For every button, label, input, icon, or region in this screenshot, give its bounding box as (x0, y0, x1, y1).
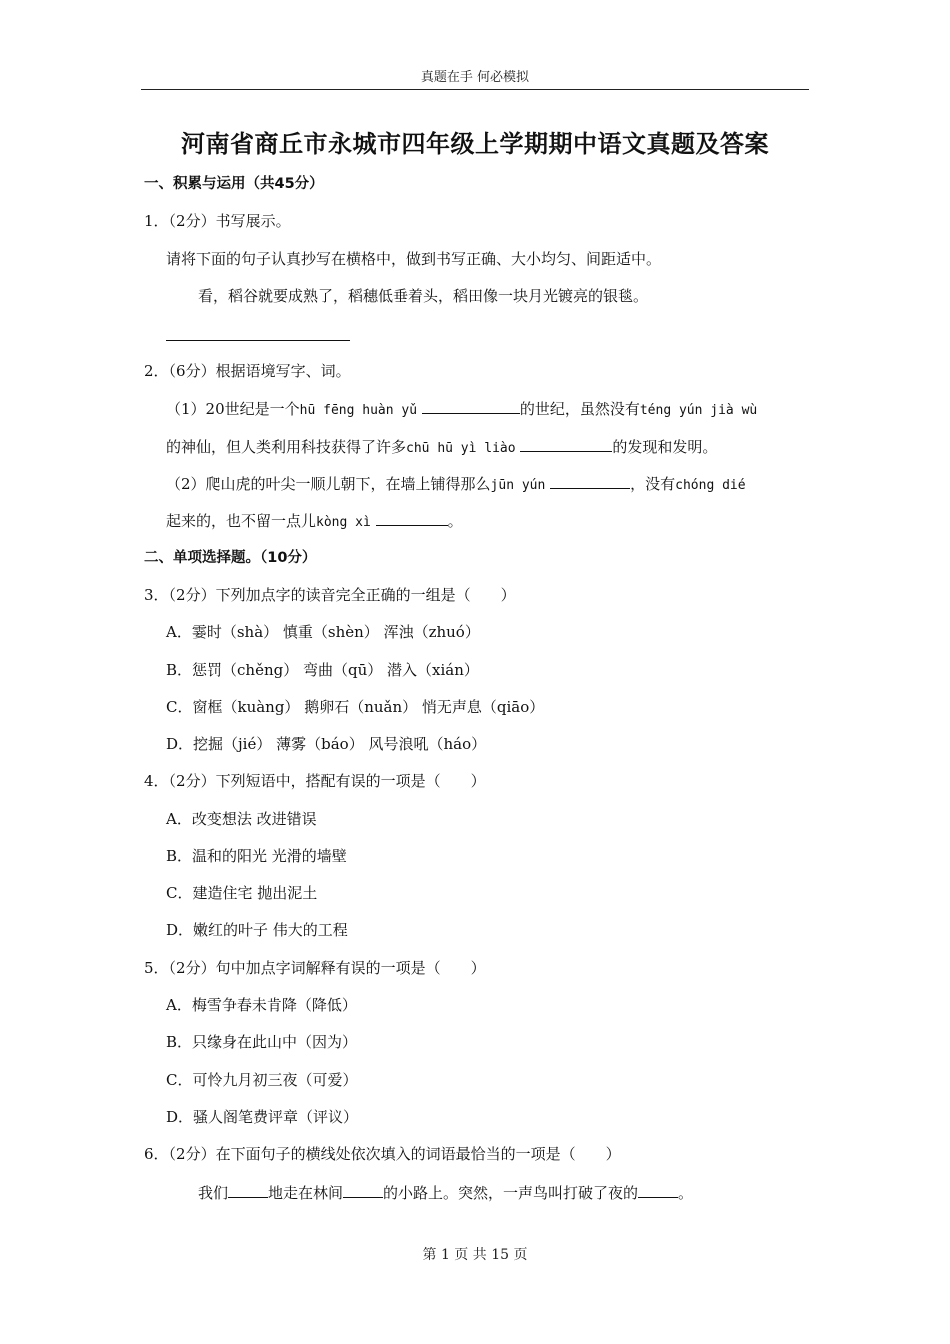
question-2-part-2-line-2 (166, 510, 463, 533)
page-header: 真题在手 何必模拟 (420, 70, 530, 85)
question-2-part-1-line-2 (166, 436, 717, 459)
question-3-stem: 3．（2分）下列加点字的读音完全正确的一组是（ ） (144, 586, 516, 604)
pinyin: jūn yún (490, 478, 546, 493)
question-3-option-a[interactable]: A．霎时（shà） 慎重（shèn） 浑浊（zhuó） (166, 623, 480, 641)
question-6-stem: 6．（2分）在下面句子的横线处依次填入的词语最恰当的一项是（ ） (144, 1145, 621, 1163)
fill-blank[interactable] (638, 1182, 678, 1198)
fill-blank[interactable] (520, 436, 612, 452)
question-2-stem: 2．（6分）根据语境写字、词。 (144, 362, 351, 380)
question-5-option-d[interactable]: D．骚人阁笔费评章（评议） (166, 1108, 359, 1126)
text-segment: ，没有 (630, 475, 676, 493)
text-segment: 的世纪，虽然没有 (519, 400, 640, 418)
text-segment: （2）爬山虎的叶尖一顺儿朝下，在墙上铺得那么 (166, 475, 491, 493)
page-footer: 第 1 页 共 15 页 (422, 1247, 528, 1263)
pinyin: téng yún jià wù (639, 403, 758, 418)
question-2-part-2-line-1 (166, 473, 746, 496)
question-1-instruction: 请将下面的句子认真抄写在横格中，做到书写正确、大小均匀、间距适中。 (166, 250, 662, 268)
text-segment: 的小路上。突然，一声鸟叫打破了夜的 (383, 1184, 639, 1202)
fill-blank[interactable] (550, 473, 630, 489)
question-5-option-a[interactable]: A．梅雪争春未肯降（降低） (166, 996, 357, 1014)
question-4-option-a[interactable]: A．改变想法 改进错误 (166, 810, 317, 828)
question-2-part-1-line-1 (166, 398, 757, 421)
header-divider (141, 89, 809, 90)
section-heading-1: 一、积累与运用（共45分） (144, 176, 324, 192)
question-3-option-c[interactable]: C．窗框（kuàng） 鹅卵石（nuǎn） 悄无声息（qiāo） (166, 698, 545, 716)
question-5-option-b[interactable]: B．只缘身在此山中（因为） (166, 1033, 358, 1051)
document-title: 河南省商丘市永城市四年级上学期期中语文真题及答案 (181, 130, 769, 158)
question-6-sentence (198, 1182, 693, 1203)
question-3-option-b[interactable]: B．惩罚（chěng） 弯曲（qū） 潜入（xián） (166, 661, 479, 679)
question-1-stem: 1．（2分）书写展示。 (144, 212, 291, 230)
text-segment: 。 (678, 1184, 694, 1202)
fill-blank[interactable] (343, 1182, 383, 1198)
text-segment: 地走在林间 (268, 1184, 344, 1202)
section-heading-2: 二、单项选择题。（10分） (144, 550, 317, 566)
text-segment: （1）20世纪是一个 (166, 400, 300, 418)
question-4-option-c[interactable]: C．建造住宅 抛出泥土 (166, 884, 318, 902)
pinyin: hū fēng huàn yǔ (299, 403, 418, 418)
pinyin: chū hū yì liào (406, 441, 516, 456)
fill-blank[interactable] (422, 398, 520, 414)
text-segment: 的发现和发明。 (612, 438, 718, 456)
text-segment: 的神仙，但人类利用科技获得了许多 (166, 438, 407, 456)
fill-blank[interactable] (376, 510, 448, 526)
question-3-option-d[interactable]: D．挖掘（jié） 薄雾（báo） 风号浪吼（háo） (166, 735, 487, 753)
question-4-stem: 4．（2分）下列短语中，搭配有误的一项是（ ） (144, 772, 486, 790)
text-segment: 我们 (198, 1184, 229, 1202)
pinyin: chóng dié (675, 478, 746, 493)
question-4-option-b[interactable]: B．温和的阳光 光滑的墙壁 (166, 847, 347, 865)
question-5-option-c[interactable]: C．可怜九月初三夜（可爱） (166, 1071, 358, 1089)
question-5-stem: 5．（2分）句中加点字词解释有误的一项是（ ） (144, 959, 486, 977)
question-4-option-d[interactable]: D．嫩红的叶子 伟大的工程 (166, 921, 348, 939)
answer-line (166, 340, 350, 341)
text-segment: 。 (447, 512, 463, 530)
fill-blank[interactable] (228, 1182, 268, 1198)
text-segment: 起来的，也不留一点儿 (166, 512, 317, 530)
pinyin: kòng xì (316, 515, 371, 530)
question-1-sentence: 看，稻谷就要成熟了，稻穗低垂着头，稻田像一块月光镀亮的银毯。 (198, 287, 649, 305)
